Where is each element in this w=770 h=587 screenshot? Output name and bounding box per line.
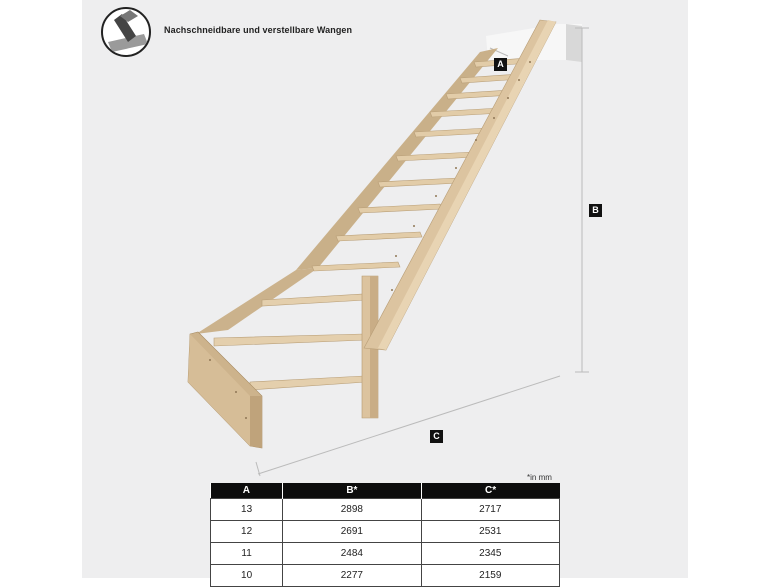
table-cell: 2898	[283, 499, 421, 521]
table-cell: 2345	[421, 543, 559, 565]
table-row	[211, 543, 560, 565]
table-cell: 2717	[421, 499, 559, 521]
unit-note: *in mm	[527, 473, 552, 482]
table-cell: 2691	[283, 521, 421, 543]
column-header-b: B*	[283, 483, 421, 499]
table-cell: 12	[211, 521, 283, 543]
dimension-label-a: A	[494, 58, 507, 71]
dimension-table	[210, 483, 560, 587]
table-row	[211, 521, 560, 543]
dimension-label-b: B	[589, 204, 602, 217]
table-cell: 13	[211, 499, 283, 521]
table-cell: 2277	[283, 565, 421, 587]
table-cell: 2531	[421, 521, 559, 543]
feature-headline: Nachschneidbare und verstellbare Wangen	[164, 25, 353, 35]
table-cell: 2159	[421, 565, 559, 587]
table-cell: 11	[211, 543, 283, 565]
table-row	[211, 499, 560, 521]
column-header-c: C*	[421, 483, 559, 499]
table-row	[211, 565, 560, 587]
dimension-label-c: C	[430, 430, 443, 443]
table-cell: 10	[211, 565, 283, 587]
table-header-row	[211, 483, 560, 499]
table-cell: 2484	[283, 543, 421, 565]
column-header-a: A	[211, 483, 283, 499]
